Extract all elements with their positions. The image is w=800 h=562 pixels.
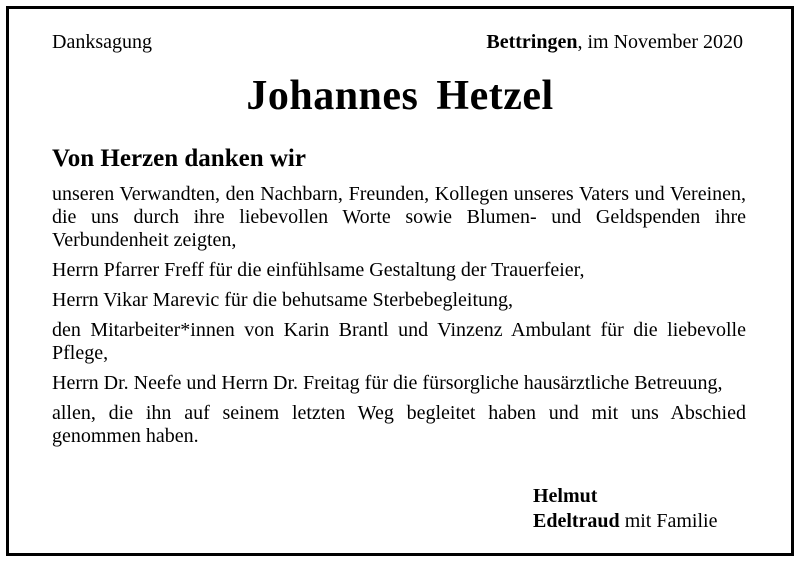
deceased-first-name: Johannes — [246, 73, 419, 119]
notice-type-label: Danksagung — [52, 31, 152, 53]
thanks-paragraph: den Mitarbeiter*innen von Karin Brantl und Vinzenz Ambulant für die liebevolle Pflege, — [52, 319, 746, 364]
signature-name-2: Edeltraud — [533, 510, 620, 532]
thanks-heading: Von Herzen danken wir — [52, 145, 306, 172]
thanks-paragraph: Herrn Vikar Marevic für die behutsame Sterbebegleitung, — [52, 289, 514, 311]
thanks-paragraph: Herrn Pfarrer Freff für die einfühlsame Gestaltung der Trauerfeier, — [52, 259, 585, 281]
signature — [533, 484, 717, 534]
place-date — [486, 31, 743, 54]
place-name: Bettringen — [486, 31, 578, 53]
thanks-paragraph: Herrn Dr. Neefe und Herrn Dr. Freitag für die fürsorgliche hausärztliche Betreuung, — [52, 372, 723, 394]
date-text: , im November 2020 — [577, 31, 743, 53]
deceased-last-name: Hetzel — [436, 73, 554, 119]
thanks-paragraph: allen, die ihn auf seinem letzten Weg begleitet haben und mit uns Abschied genommen haben. — [52, 402, 746, 447]
signature-name-1: Helmut — [533, 485, 598, 507]
thanks-paragraph: unseren Verwandten, den Nachbarn, Freunden, Kollegen unseres Vaters und Vereinen, die uns durch ihre liebevollen Worte sowie Blumen- und Geldspenden ihre Verbundenheit zeigten, — [52, 183, 746, 251]
signature-suffix: mit Familie — [619, 510, 718, 532]
deceased-name — [0, 72, 800, 120]
thanks-body — [52, 183, 746, 455]
